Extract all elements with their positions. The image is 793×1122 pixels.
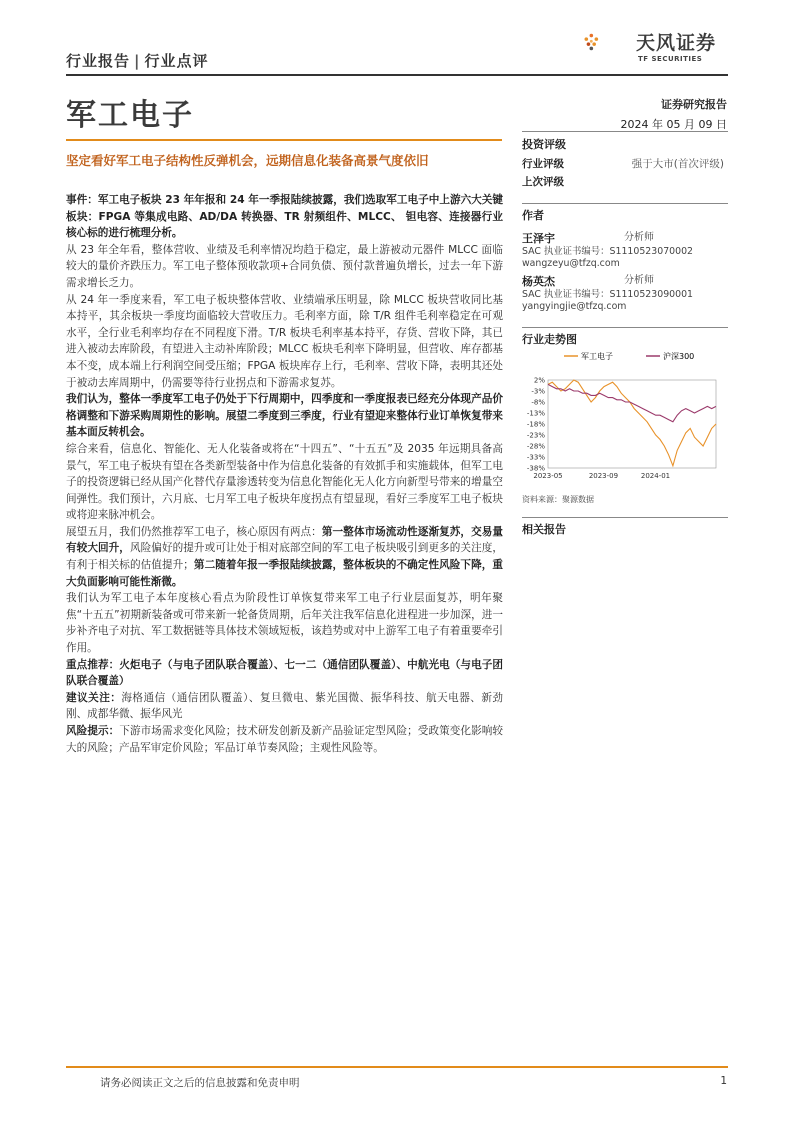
x-tick-label: 2023-09 <box>588 472 619 480</box>
key-recommendations: 重点推荐：火炬电子（与电子团队联合覆盖）、七一二（通信团队覆盖）、中航光电（与电子团队联合覆盖） <box>66 658 503 688</box>
body-paragraph: 我们认为军工电子本年度核心看点为阶段性订单恢复带来军工电子行业层面复苏，明年聚焦“十五五”初期新装备或可带来新一轮备货周期，后年关注我军信息化进程进一步加深，进一步补齐电子对抗、军工数据链等具体技术领域短板，该趋势或对中上游军工电子有着重要牵引作用。 <box>66 592 503 655</box>
y-tick-label: -18% <box>526 420 545 429</box>
y-tick-label: 2% <box>533 376 545 385</box>
sidebar-divider <box>522 327 728 328</box>
chart-legend <box>564 351 694 361</box>
category-primary: 行业报告 <box>66 52 131 70</box>
last-rating-row <box>522 174 728 189</box>
page-number: 1 <box>720 1075 727 1087</box>
category-secondary: 行业点评 <box>144 52 209 70</box>
trend-chart-title: 行业走势图 <box>522 333 577 346</box>
series-line-hs300 <box>548 384 716 421</box>
author-card <box>522 270 728 312</box>
y-tick-label: -28% <box>526 442 545 451</box>
y-tick-label: -3% <box>531 387 545 396</box>
body-paragraph-conclusion: 我们认为，整体一季度军工电子仍处于下行周期中，四季度和一季度报表已经充分体现产品价格调整和下游采购周期性的影响。展望二季度到三季度，行业有望迎来整体行业订单恢复带来基本面反转机会。 <box>66 393 503 439</box>
y-tick-label: -38% <box>526 464 545 473</box>
report-category <box>66 50 209 71</box>
logo-name: 天风证券 <box>636 32 717 54</box>
author-email[interactable]: yangyingjie@tfzq.com <box>522 301 627 312</box>
industry-rating-label: 行业评级 <box>522 158 564 170</box>
legend-label-hs300: 沪深300 <box>663 352 695 361</box>
y-tick-label: -33% <box>526 453 545 462</box>
chart-source: 资料来源：聚源数据 <box>522 495 594 504</box>
authors-section-title: 作者 <box>522 209 544 222</box>
report-title: 军工电子 <box>66 98 194 133</box>
sidebar-divider <box>522 131 728 132</box>
risk-warning: 风险提示：下游市场需求变化风险；技术研发创新及新产品验证定型风险；受政策变化影响较大的风险；产品军审定价风险；军品订单节奏风险；主观性风险等。 <box>66 725 504 754</box>
industry-rating-value: 强于大市(首次评级) <box>631 158 724 170</box>
sidebar-divider <box>522 517 728 518</box>
body-paragraph: 从 23 年全年看，整体营收、业绩及毛利率情况均趋于稳定，最上游被动元器件 MLCC 面临较大的量价齐跌压力。军工电子整体预收款项+合同负债、预付款普遍负增长，过去一年下游需求增长乏力。 <box>66 243 503 289</box>
body-paragraph-event: 事件：军工电子板块 23 年年报和 24 年一季报陆续披露，我们选取军工电子中上游六大关键板块：FPGA 等集成电路、AD/DA 转换器、TR 射频组件、MLCC、 钽电容、连接器行业核心标的进行梳理分析。 <box>66 194 503 240</box>
footer-disclaimer: 请务必阅读正文之后的信息披露和免责申明 <box>100 1077 300 1089</box>
author-title: 分析师 <box>624 275 654 286</box>
author-name: 王泽宇 <box>522 232 555 245</box>
legend-label-military: 军工电子 <box>581 352 613 361</box>
body-paragraph: 综合来看，信息化、智能化、无人化装备或将在“十四五”、“十五五”及 2035 年远期具备高景气，军工电子板块有望在各类新型装备中作为信息化装备的有效抓手和实施载体，但军工电子的投资逻辑已经从国产化替代存量渗透转变为信息化智能化无人化方向新型号带来的增量空间弹性。我们预计，六月底、七月军工电子板块年度拐点有望显现，看好三季度军工电子板块或将迎来脉冲机会。 <box>66 442 503 522</box>
last-rating-label: 上次评级 <box>522 176 564 188</box>
header-divider <box>66 74 728 76</box>
report-headline: 坚定看好军工电子结构性反弹机会，远期信息化装备高景气度依旧 <box>66 153 429 168</box>
author-title: 分析师 <box>624 232 654 243</box>
body-paragraph-outlook: 展望五月，我们仍然推荐军工电子，核心原因有两点：第一整体市场流动性逐渐复苏，交易量有较大回升，风险偏好的提升或可让处于相对底部空间的军工电子板块吸引到更多的关注度，有利于相关标的估值提升；第二随着年报一季报陆续披露，整体板块的不确定性风险下降，重大负面影响可能性渐微。 <box>66 525 504 588</box>
x-tick-label: 2024-01 <box>640 472 671 480</box>
industry-rating-row <box>522 156 728 171</box>
author-email[interactable]: wangzeyu@tfzq.com <box>522 258 620 269</box>
author-name: 杨英杰 <box>522 275 555 288</box>
category-separator: | <box>134 52 141 70</box>
x-tick-label: 2023-05 <box>533 472 563 480</box>
y-tick-label: -13% <box>526 409 545 418</box>
author-certificate: SAC 执业证书编号：S1110523090001 <box>522 289 694 300</box>
author-certificate: SAC 执业证书编号：S1110523070002 <box>522 246 694 257</box>
rating-section-title: 投资评级 <box>522 138 566 151</box>
report-body <box>66 192 503 756</box>
series-line-military <box>548 380 716 466</box>
title-divider <box>66 139 502 141</box>
related-reports-title: 相关报告 <box>522 523 566 536</box>
report-type: 证券研究报告 <box>661 98 727 111</box>
suggested-watchlist: 建议关注：海格通信（通信团队覆盖）、复旦微电、紫光国微、振华科技、航天电器、新劲刚、成都华微、振华风光 <box>66 691 504 721</box>
tf-securities-logo-icon <box>582 16 634 68</box>
footer-divider <box>66 1066 728 1068</box>
logo-subtitle: TF SECURITIES <box>638 55 703 63</box>
chart-plot-frame <box>548 380 716 468</box>
y-tick-label: -8% <box>531 398 545 407</box>
industry-trend-chart <box>518 346 724 488</box>
report-date: 2024 年 05 月 09 日 <box>620 118 727 131</box>
sidebar-divider <box>522 203 728 204</box>
author-card <box>522 227 728 269</box>
y-tick-label: -23% <box>526 431 545 440</box>
body-paragraph: 从 24 年一季度来看，军工电子板块整体营收、业绩端承压明显，除 MLCC 板块营收同比基本持平，其余板块一季度均面临较大营收压力。毛利率方面，除 T/R 组件毛利率稳定在可观水平，全行业毛利率均存在不同程度下滑。T/R 板块毛利率基本持平，存货、营收下降，其已进入被动去库阶段，有望进入主动补库阶段；MLCC 板块毛利率下降明显，但营收、库存都基本不变，成本端上行利润空间受压缩；FPGA 板块库存上行，毛利率、营收下降，表明其还处于被动去库周期中，仍需要等待行业拐点和下游需求复苏。 <box>66 293 503 389</box>
